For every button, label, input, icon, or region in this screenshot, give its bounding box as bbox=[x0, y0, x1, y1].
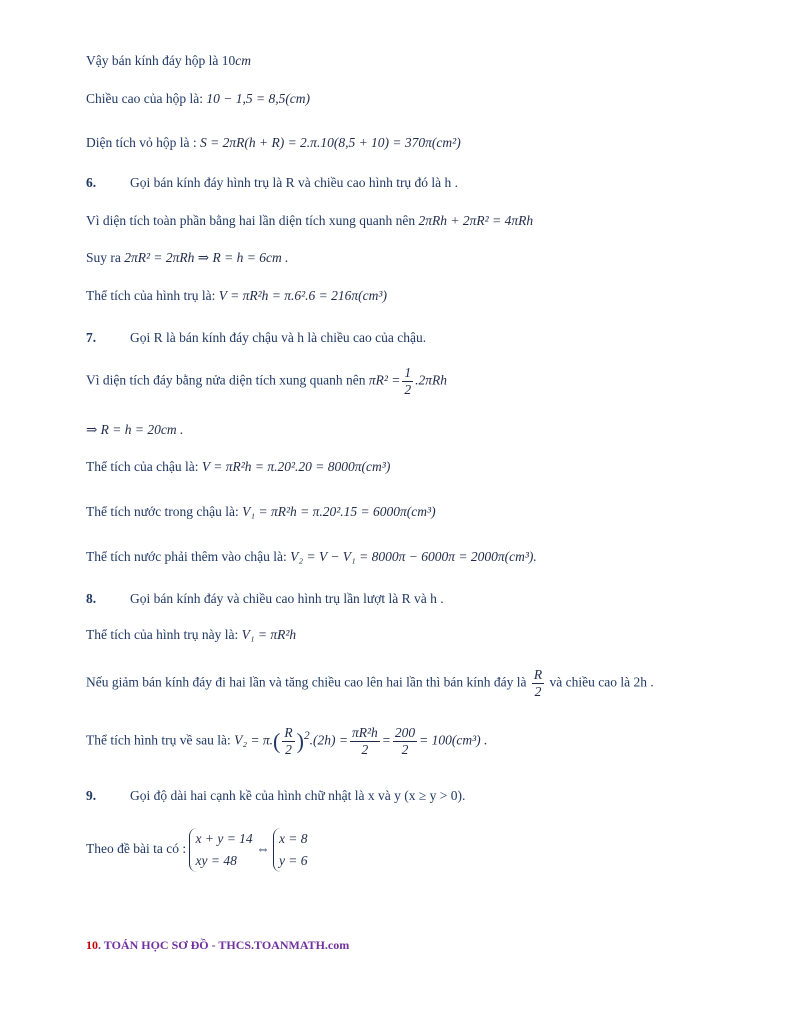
fraction: $\frac{\text{πR²h}}{2}$ bbox=[351, 725, 378, 757]
text-line: Suy ra 2πR² = 2πRh ⇒ R = h = 6cm . bbox=[86, 250, 289, 265]
fraction: $\frac{R}{2}$ bbox=[284, 725, 293, 757]
text-line: Thể tích nước trong chậu là: V₁ = πR²h = π.20².15 = 6000π(cm³) bbox=[86, 504, 436, 519]
text-line: Thể tích của chậu là: V = πR²h = π.20².20 = 8000π(cm³) bbox=[86, 459, 391, 474]
equation-system: x = 8 y = 6 bbox=[273, 828, 308, 872]
equation-system: x + y = 14 xy = 48 bbox=[189, 828, 252, 872]
fraction: $\frac{R}{2}$ bbox=[533, 667, 543, 699]
text-line: Vậy bán kính đáy hộp là 10cm bbox=[86, 53, 251, 68]
text-line: Theo đề bài ta có : x + y = 14 xy = 48 ⇔ x = 8 y = 6 bbox=[86, 828, 308, 872]
problem-9: 9. Gọi độ dài hai cạnh kề của hình chữ nhật là x và y (x ≥ y > 0). bbox=[86, 788, 466, 803]
page-number: 10 bbox=[86, 938, 98, 952]
text-line: Vì diện tích đáy bằng nửa diện tích xung quanh nên πR² = $\frac{1}{2}$ .2πRh bbox=[86, 365, 448, 397]
text-line: Diện tích vỏ hộp là : S = 2πR(h + R) = 2.π.10(8,5 + 10) = 370π(cm²) bbox=[86, 135, 461, 150]
text-line: Thể tích nước phải thêm vào chậu là: V₂ = V − V₁ = 8000π − 6000π = 2000π(cm³). bbox=[86, 549, 537, 564]
text-line: ⇒ R = h = 20cm . bbox=[86, 422, 184, 437]
footer-text: . TOÁN HỌC SƠ ĐỒ - THCS.TOANMATH.com bbox=[98, 938, 350, 952]
text-line: Chiều cao của hộp là: 10 − 1,5 = 8,5(cm) bbox=[86, 91, 311, 106]
page-footer bbox=[86, 938, 349, 953]
text-line: Vì diện tích toàn phần bằng hai lần diện tích xung quanh nên 2πRh + 2πR² = 4πRh bbox=[86, 213, 534, 228]
problem-8: 8. Gọi bán kính đáy và chiều cao hình trụ lần lượt là R và h . bbox=[86, 591, 444, 606]
text-line: Nếu giảm bán kính đáy đi hai lần và tăng chiều cao lên hai lần thì bán kính đáy là $\frac{R}{2}$ và chiều cao là 2h . bbox=[86, 667, 654, 699]
fraction: $\frac{200}{2}$ bbox=[394, 725, 416, 757]
text-line: Thể tích của hình trụ này là: V₁ = πR²h bbox=[86, 627, 297, 642]
problem-7: 7. Gọi R là bán kính đáy chậu và h là chiều cao của chậu. bbox=[86, 330, 427, 345]
text-line: Thể tích của hình trụ là: V = πR²h = π.6².6 = 216π(cm³) bbox=[86, 288, 387, 303]
text-line: Thể tích hình trụ về sau là: V₂ = π.( $\frac{R}{2}$ )$^2$.(2h) = $\frac{\text{πR²h}}{2}$ = $\frac{200}{2}$ = 100(cm³) . bbox=[86, 725, 488, 757]
fraction: $\frac{1}{2}$ bbox=[404, 365, 412, 397]
problem-6: 6. Gọi bán kính đáy hình trụ là R và chiều cao hình trụ đó là h . bbox=[86, 175, 459, 190]
